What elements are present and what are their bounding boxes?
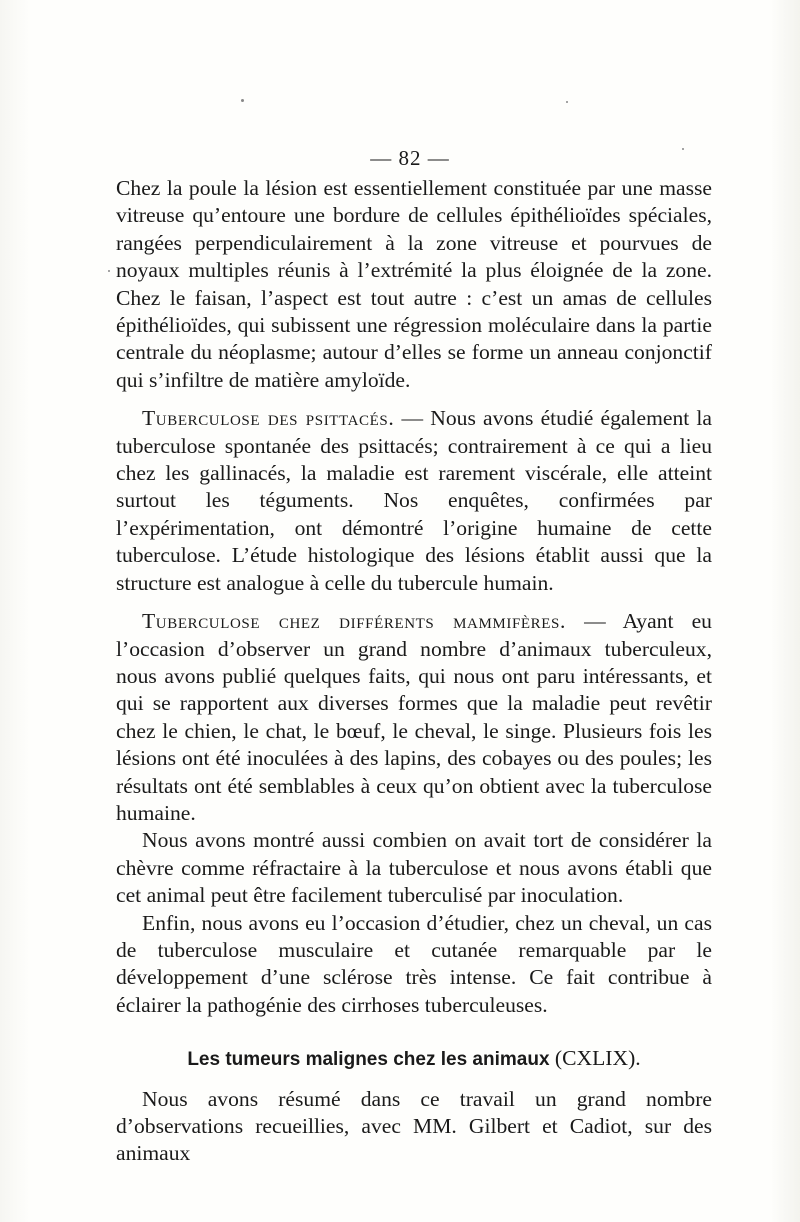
paragraph-tumeurs: Nous avons résumé dans ce travail un grand nombre d’observations recueillies, avec MM. Gilbert et Cadiot, sur des animaux bbox=[116, 1086, 712, 1166]
page-number: — 82 — bbox=[370, 146, 450, 170]
section-reference: (CXLIX). bbox=[549, 1046, 641, 1071]
section-title: Les tumeurs malignes chez les animaux bbox=[187, 1049, 550, 1071]
paragraph-mammiferes bbox=[116, 608, 712, 827]
paragraph-psittaces-body: — Nous avons étudié également la tuberculose spontanée des psittacés; contrairement à ce qui a lieu chez les gallinacés, la maladie est rarement viscérale, elle atteint surtout les téguments. Nos enquêtes, confirmées par l’expérimentation, ont démontré l’origine humaine de cette tuberculose. L’étude histologique des lésions établit aussi que la structure est analogue à celle du tubercule humain. bbox=[116, 406, 713, 595]
paragraph-cheval: Enfin, nous avons eu l’occasion d’étudier, chez un cheval, un cas de tuberculose musculaire et cutanée remarquable par le développement d’une sclérose très intense. Ce fait contribue à éclairer la pathogénie des cirrhoses tuberculeuses. bbox=[116, 910, 712, 1017]
paragraph-mammiferes-body: — Ayant eu l’occasion d’observer un grand nombre d’animaux tuberculeux, nous avons publié quelques faits, qui nous ont paru intéressants, et qui se rapportent aux diverses formes que la maladie peut revêtir chez le chien, le chat, le bœuf, le cheval, le singe. Plusieurs fois les lésions ont été inoculées à des lapins, des cobayes ou des poules; les résultats ont été semblables à ceux qu’on obtient avec la tuberculose humaine. bbox=[116, 609, 712, 825]
paragraph-poule-faisan: Chez la poule la lésion est essentiellement constituée par une masse vitreuse qu’entoure une bordure de cellules épithélioïdes spéciales, rangées perpendiculairement à la zone vitreuse et pourvues de noyaux multiples réunis à l’extrémité la plus éloignée de la zone. Chez le faisan, l’aspect est tout autre : c’est un amas de cellules épithélioïdes, qui subissent une régression moléculaire dans la partie centrale du néoplasme; autour d’elles se forme un anneau conjonctif qui s’infiltre de matière amyloïde. bbox=[116, 176, 712, 392]
run-in-heading-mammiferes: Tuberculose chez différents mammifères. bbox=[142, 609, 566, 634]
scan-speck bbox=[241, 99, 244, 102]
body-text bbox=[116, 175, 712, 1168]
paragraph-psittaces bbox=[116, 405, 712, 597]
run-in-heading-psittaces: Tuberculose des psittacés. bbox=[142, 406, 395, 431]
scan-speck bbox=[566, 101, 568, 103]
scan-speck bbox=[108, 270, 110, 272]
paragraph-chevre: Nous avons montré aussi combien on avait tort de considérer la chèvre comme réfractaire à la tuberculose et nous avons établi que cet animal peut être facilement tuberculisé par inoculation. bbox=[116, 828, 712, 908]
section-heading bbox=[116, 1045, 712, 1073]
